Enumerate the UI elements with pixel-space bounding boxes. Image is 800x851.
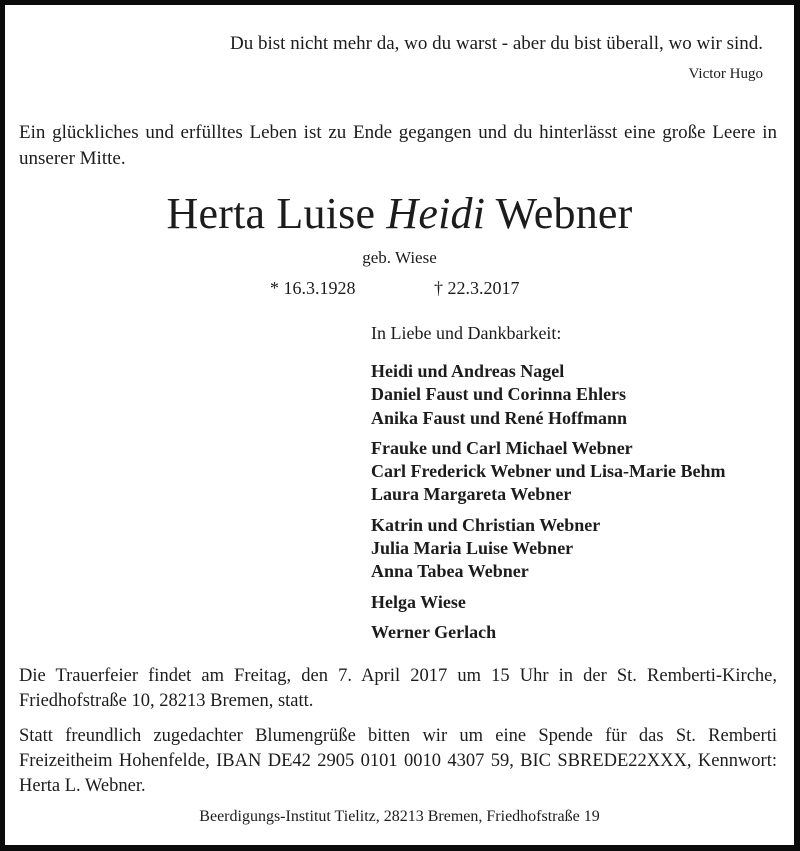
donation-notice: Statt freundlich zugedachter Blumengrüße bitten wir um eine Spende für das St. Remberti Freizeitheim Hohenfelde, IBAN DE42 2905 0101 0010 4307 59, BIC SBREDE22XXX, Kennwort: Herta L. Webner. [19, 726, 777, 796]
funeral-notice: Die Trauerfeier findet am Freitag, den 7. April 2017 um 15 Uhr in der St. Remberti-Kirche, Friedhofstraße 10, 28213 Bremen, statt. [19, 666, 777, 711]
deceased-name [5, 188, 794, 240]
mourner: Heidi und Andreas Nagel [371, 361, 565, 381]
mourner: Carl Frederick Webner und Lisa-Marie Behm [371, 461, 726, 482]
mourner: Anna Tabea Webner [371, 561, 529, 582]
mourner-group [371, 514, 725, 584]
mourners-heading: In Liebe und Dankbarkeit: [371, 323, 562, 343]
mourner: Daniel Faust und Corinna Ehlers [371, 384, 627, 405]
mourner-group [371, 437, 725, 507]
quote-text: Du bist nicht mehr da, wo du warst - aber du bist überall, wo wir sind. [230, 33, 763, 54]
mourner: Helga Wiese [371, 591, 466, 612]
birth-date: * 16.3.1928 [270, 278, 356, 298]
mourner: Anika Faust und René Hoffmann [371, 407, 628, 428]
maiden-name: geb. Wiese [362, 248, 437, 267]
mourner: Werner Gerlach [371, 621, 497, 642]
quote-author: Victor Hugo [688, 66, 763, 82]
mourner: Laura Margareta Webner [371, 484, 572, 505]
mourner-group [371, 621, 725, 644]
death-date: † 22.3.2017 [434, 278, 520, 298]
intro-text: Ein glückliches und erfülltes Leben ist zu Ende gegangen und du hinterlässt eine große Leere in unserer Mitte. [19, 122, 777, 169]
mourner: Katrin und Christian Webner [371, 514, 601, 535]
funeral-home: Beerdigungs-Institut Tielitz, 28213 Bremen, Friedhofstraße 19 [199, 808, 600, 825]
last-name: Webner [495, 189, 633, 238]
first-names: Herta Luise [166, 189, 376, 238]
nickname: Heidi [386, 189, 486, 238]
mourner: Frauke und Carl Michael Webner [371, 437, 633, 458]
mourner-group [371, 591, 725, 614]
mourner: Julia Maria Luise Webner [371, 538, 574, 559]
mourners-list [371, 360, 725, 651]
mourner-group [371, 360, 725, 430]
